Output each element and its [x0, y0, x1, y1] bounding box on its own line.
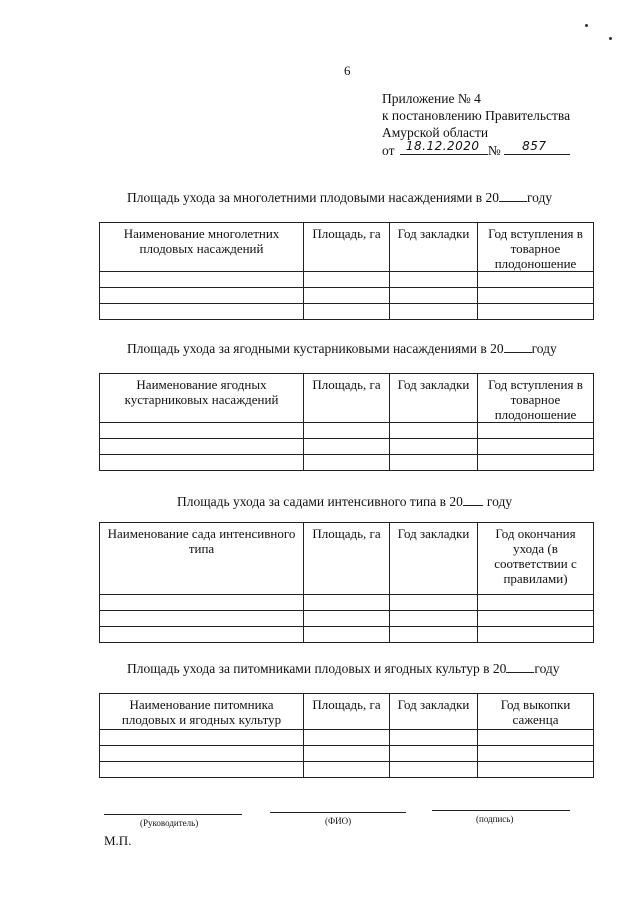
decree-date-line — [382, 140, 570, 159]
date-prefix: от — [382, 143, 395, 158]
table-row — [100, 439, 594, 455]
table-cell[interactable] — [304, 627, 390, 643]
table-row — [100, 288, 594, 304]
table-cell[interactable] — [478, 595, 594, 611]
col-year-care-end: Год окончания ухода (в соответствии с правилами) — [478, 523, 594, 595]
table-row — [100, 746, 594, 762]
section-title-3: Площадь ухода за садами интенсивного типа в 20 году — [177, 494, 513, 509]
number-value: 857 — [522, 139, 547, 153]
col-name: Наименование питомника плодовых и ягодных культур — [100, 694, 304, 730]
table-cell[interactable] — [390, 627, 478, 643]
table-header-row — [100, 374, 594, 423]
col-year-fruiting: Год вступления в товарное плодоношение — [478, 374, 594, 423]
col-year-fruiting: Год вступления в товарное плодоношение — [478, 223, 594, 272]
stamp-place: М.П. — [104, 833, 132, 848]
table-berry-shrubs — [99, 373, 594, 471]
table-cell[interactable] — [390, 272, 478, 288]
col-year-planted: Год закладки — [390, 223, 478, 272]
table-row — [100, 730, 594, 746]
caption-head: (Руководитель) — [140, 818, 199, 828]
table-cell[interactable] — [478, 288, 594, 304]
signature-line-name[interactable] — [270, 812, 406, 813]
date-field — [400, 140, 488, 155]
page-number: 6 — [344, 63, 351, 78]
table-row — [100, 423, 594, 439]
table-cell[interactable] — [304, 423, 390, 439]
table-cell[interactable] — [100, 762, 304, 778]
table-perennial-fruit — [99, 222, 594, 320]
region-name: Амурской области — [382, 125, 489, 140]
table-cell[interactable] — [478, 304, 594, 320]
table-cell[interactable] — [390, 439, 478, 455]
date-value: 18.12.2020 — [405, 139, 480, 153]
table-cell[interactable] — [100, 272, 304, 288]
section-title-4: Площадь ухода за питомниками плодовых и ягодных культур в 20 году — [127, 661, 560, 676]
table-row — [100, 627, 594, 643]
scan-mark — [609, 37, 612, 40]
table-cell[interactable] — [390, 730, 478, 746]
table-cell[interactable] — [100, 423, 304, 439]
table-cell[interactable] — [390, 304, 478, 320]
signature-line-head[interactable] — [104, 814, 242, 815]
table-cell[interactable] — [100, 746, 304, 762]
table-cell[interactable] — [304, 455, 390, 471]
col-area: Площадь, га — [304, 694, 390, 730]
col-year-planted: Год закладки — [390, 694, 478, 730]
table-row — [100, 595, 594, 611]
decree-reference: к постановлению Правительства — [382, 108, 571, 123]
signature-line-sign[interactable] — [432, 810, 570, 811]
number-sign: № — [487, 143, 501, 158]
section-title-1: Площадь ухода за многолетними плодовыми насаждениями в 20 году — [127, 190, 553, 205]
table-nurseries — [99, 693, 594, 778]
table-cell[interactable] — [100, 304, 304, 320]
table-cell[interactable] — [390, 746, 478, 762]
table-cell[interactable] — [478, 762, 594, 778]
table-cell[interactable] — [478, 611, 594, 627]
table-header-row — [100, 523, 594, 595]
table-cell[interactable] — [390, 762, 478, 778]
table-intensive-gardens — [99, 522, 594, 643]
col-name: Наименование сада интенсивного типа — [100, 523, 304, 595]
number-field — [504, 140, 570, 155]
table-cell[interactable] — [478, 423, 594, 439]
table-cell[interactable] — [304, 762, 390, 778]
scan-mark — [585, 24, 588, 27]
table-cell[interactable] — [304, 746, 390, 762]
table-cell[interactable] — [304, 272, 390, 288]
table-row — [100, 272, 594, 288]
appendix-title: Приложение № 4 — [382, 91, 481, 106]
table-cell[interactable] — [478, 272, 594, 288]
col-area: Площадь, га — [304, 223, 390, 272]
table-cell[interactable] — [478, 730, 594, 746]
table-cell[interactable] — [390, 288, 478, 304]
table-cell[interactable] — [390, 611, 478, 627]
section-title-2: Площадь ухода за ягодными кустарниковыми насаждениями в 20 году — [127, 341, 557, 356]
col-year-planted: Год закладки — [390, 523, 478, 595]
table-cell[interactable] — [304, 439, 390, 455]
table-row — [100, 762, 594, 778]
col-area: Площадь, га — [304, 523, 390, 595]
table-cell[interactable] — [100, 595, 304, 611]
table-cell[interactable] — [478, 439, 594, 455]
table-row — [100, 611, 594, 627]
caption-signature: (подпись) — [476, 814, 514, 824]
table-cell[interactable] — [100, 611, 304, 627]
table-row — [100, 304, 594, 320]
table-cell[interactable] — [304, 611, 390, 627]
col-year-dug: Год выкопки саженца — [478, 694, 594, 730]
table-cell[interactable] — [100, 288, 304, 304]
table-cell[interactable] — [304, 730, 390, 746]
table-cell[interactable] — [390, 423, 478, 439]
col-area: Площадь, га — [304, 374, 390, 423]
table-cell[interactable] — [478, 455, 594, 471]
col-name: Наименование многолетних плодовых насаждений — [100, 223, 304, 272]
table-cell[interactable] — [304, 595, 390, 611]
caption-name: (ФИО) — [325, 816, 352, 826]
col-year-planted: Год закладки — [390, 374, 478, 423]
table-header-row — [100, 694, 594, 730]
table-row — [100, 455, 594, 471]
col-name: Наименование ягодных кустарниковых насаждений — [100, 374, 304, 423]
table-cell[interactable] — [390, 455, 478, 471]
table-cell[interactable] — [304, 304, 390, 320]
table-cell[interactable] — [100, 627, 304, 643]
table-cell[interactable] — [100, 455, 304, 471]
table-cell[interactable] — [100, 730, 304, 746]
table-cell[interactable] — [478, 627, 594, 643]
table-cell[interactable] — [478, 746, 594, 762]
table-header-row — [100, 223, 594, 272]
table-cell[interactable] — [100, 439, 304, 455]
table-cell[interactable] — [390, 595, 478, 611]
table-cell[interactable] — [304, 288, 390, 304]
